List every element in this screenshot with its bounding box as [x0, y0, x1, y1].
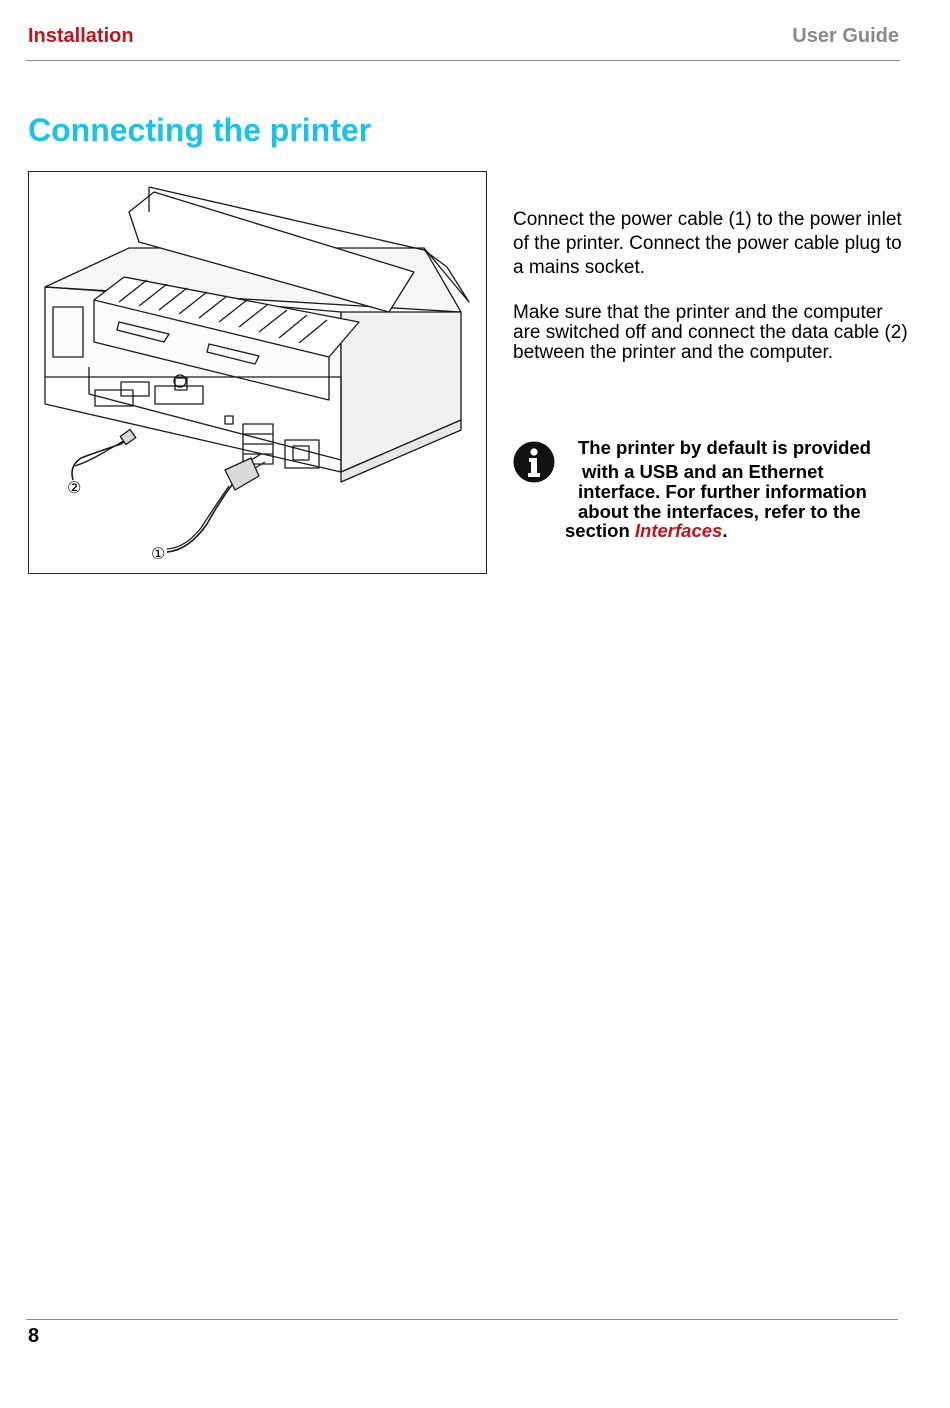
callout-data-cable: ② [67, 478, 82, 497]
note-line: interface. For further information [578, 481, 867, 502]
page-title: Connecting the printer [28, 112, 372, 148]
header-doc-title: User Guide [792, 25, 899, 47]
power-cable-paragraph: Connect the power cable (1) to the power inlet of the printer. Connect the power cable plug to a mains socket. [513, 209, 902, 278]
note-line: about the interfaces, refer to the [578, 501, 861, 522]
header-divider [26, 60, 900, 61]
note-line: The printer by default is provided [578, 437, 871, 458]
callout-power-cable: ① [151, 544, 166, 563]
printer-illustration [29, 172, 488, 575]
footer-divider [26, 1319, 898, 1320]
data-cable-line: between the printer and the computer. [513, 342, 834, 363]
data-cable-paragraph [513, 303, 938, 363]
note-prefix: section [565, 520, 635, 541]
printer-connection-figure [28, 171, 487, 574]
info-icon [513, 441, 555, 483]
interfaces-link[interactable]: Interfaces [634, 520, 723, 541]
note-line [565, 521, 727, 541]
data-cable-line: Make sure that the printer and the computer [513, 302, 883, 323]
note-suffix: . [722, 520, 728, 541]
note-line: with a USB and an Ethernet [582, 461, 824, 482]
data-cable-line: are switched off and connect the data cable (2) [513, 322, 908, 343]
page-number: 8 [28, 1325, 40, 1347]
header-section-label: Installation [28, 25, 134, 47]
